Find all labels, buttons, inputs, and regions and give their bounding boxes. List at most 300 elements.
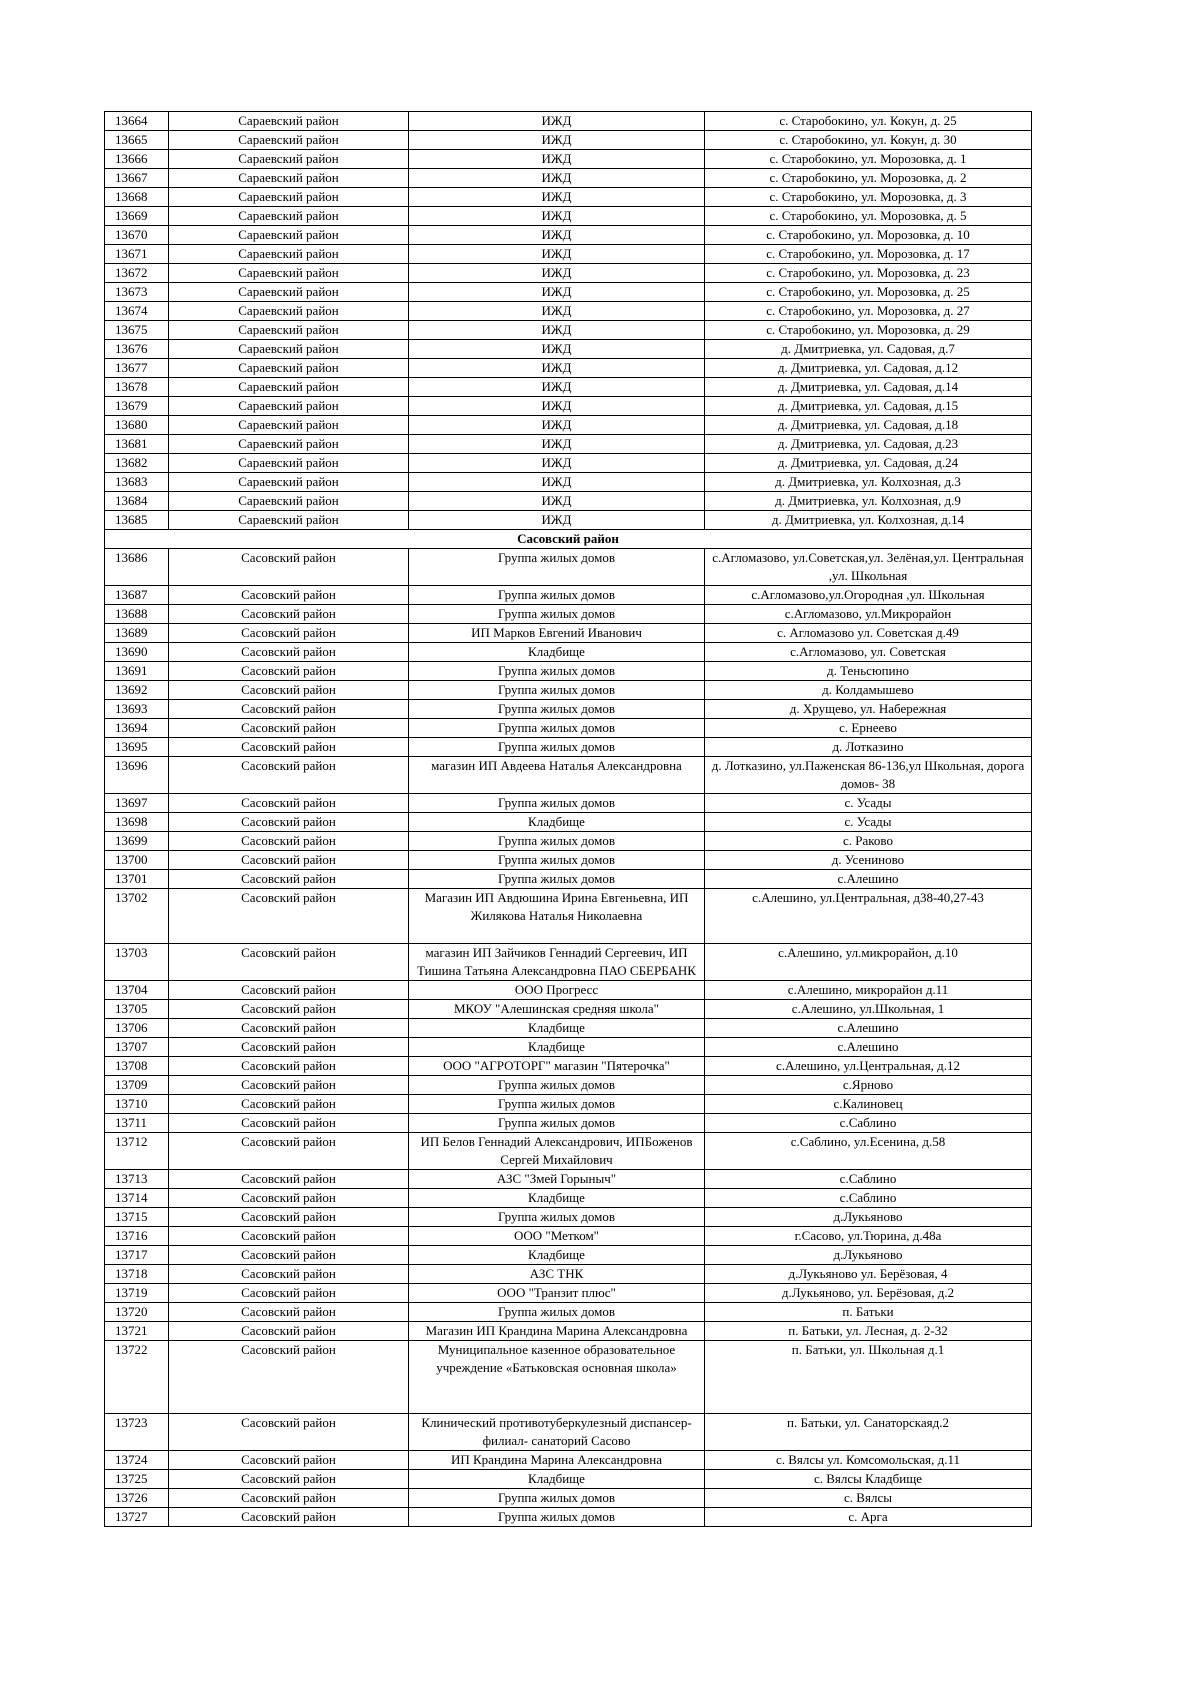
address-cell: с. Ернеево <box>705 719 1032 738</box>
table-row <box>105 397 1032 416</box>
object-cell: Группа жилых домов <box>409 719 705 738</box>
row-number-cell: 13684 <box>105 492 169 511</box>
row-number-cell: 13704 <box>105 981 169 1000</box>
row-number-cell: 13677 <box>105 359 169 378</box>
object-cell: ИЖД <box>409 473 705 492</box>
address-cell: д. Дмитриевка, ул. Колхозная, д.3 <box>705 473 1032 492</box>
district-cell: Сасовский район <box>169 757 409 794</box>
district-cell: Сасовский район <box>169 1246 409 1265</box>
table-row <box>105 1246 1032 1265</box>
object-cell: ИЖД <box>409 131 705 150</box>
row-number-cell: 13726 <box>105 1489 169 1508</box>
district-cell: Сасовский район <box>169 1489 409 1508</box>
table-row <box>105 1303 1032 1322</box>
object-cell: магазин ИП Зайчиков Геннадий Сергеевич, ИП Тишина Татьяна Александровна ПАО СБЕРБАНК <box>409 944 705 981</box>
address-cell: с.Агломазово,ул.Огородная ,ул. Школьная <box>705 586 1032 605</box>
row-number-cell: 13672 <box>105 264 169 283</box>
address-cell: с.Агломазово, ул.Советская,ул. Зелёная,ул. Центральная ,ул. Школьная <box>705 549 1032 586</box>
district-cell: Сасовский район <box>169 1341 409 1414</box>
address-cell: с.Агломазово, ул. Советская <box>705 643 1032 662</box>
address-cell: п. Батьки, ул. Санаторскаяд.2 <box>705 1414 1032 1451</box>
address-cell: с. Старобокино, ул. Морозовка, д. 2 <box>705 169 1032 188</box>
row-number-cell: 13694 <box>105 719 169 738</box>
object-cell: ИЖД <box>409 321 705 340</box>
row-number-cell: 13669 <box>105 207 169 226</box>
row-number-cell: 13681 <box>105 435 169 454</box>
district-cell: Сараевский район <box>169 397 409 416</box>
district-cell: Сараевский район <box>169 416 409 435</box>
district-cell: Сасовский район <box>169 870 409 889</box>
table-body <box>105 112 1032 1527</box>
table-row <box>105 302 1032 321</box>
table-row <box>105 1114 1032 1133</box>
address-cell: с.Калиновец <box>705 1095 1032 1114</box>
object-cell: Кладбище <box>409 1246 705 1265</box>
data-table <box>104 111 1032 1527</box>
object-cell: Группа жилых домов <box>409 586 705 605</box>
row-number-cell: 13679 <box>105 397 169 416</box>
table-row <box>105 416 1032 435</box>
district-cell: Сараевский район <box>169 473 409 492</box>
object-cell: Группа жилых домов <box>409 1114 705 1133</box>
table-row <box>105 1284 1032 1303</box>
row-number-cell: 13691 <box>105 662 169 681</box>
object-cell: Кладбище <box>409 643 705 662</box>
row-number-cell: 13668 <box>105 188 169 207</box>
table-row <box>105 719 1032 738</box>
section-header-row <box>105 530 1032 549</box>
row-number-cell: 13720 <box>105 1303 169 1322</box>
table-row <box>105 757 1032 794</box>
address-cell: с. Старобокино, ул. Кокун, д. 30 <box>705 131 1032 150</box>
object-cell: ИЖД <box>409 207 705 226</box>
row-number-cell: 13719 <box>105 1284 169 1303</box>
address-cell: д. Дмитриевка, ул. Садовая, д.18 <box>705 416 1032 435</box>
district-cell: Сараевский район <box>169 378 409 397</box>
table-row <box>105 321 1032 340</box>
object-cell: ИЖД <box>409 340 705 359</box>
address-cell: с. Старобокино, ул. Морозовка, д. 5 <box>705 207 1032 226</box>
row-number-cell: 13706 <box>105 1019 169 1038</box>
row-number-cell: 13717 <box>105 1246 169 1265</box>
district-cell: Сараевский район <box>169 264 409 283</box>
table-row <box>105 662 1032 681</box>
address-cell: с.Саблино <box>705 1170 1032 1189</box>
object-cell: Группа жилых домов <box>409 1303 705 1322</box>
table-row <box>105 1170 1032 1189</box>
table-row <box>105 700 1032 719</box>
row-number-cell: 13678 <box>105 378 169 397</box>
row-number-cell: 13687 <box>105 586 169 605</box>
address-cell: с. Старобокино, ул. Морозовка, д. 27 <box>705 302 1032 321</box>
address-cell: с.Алешино, ул.Школьная, 1 <box>705 1000 1032 1019</box>
row-number-cell: 13707 <box>105 1038 169 1057</box>
address-cell: с. Старобокино, ул. Кокун, д. 25 <box>705 112 1032 131</box>
table-row <box>105 1265 1032 1284</box>
address-cell: с. Старобокино, ул. Морозовка, д. 10 <box>705 226 1032 245</box>
row-number-cell: 13692 <box>105 681 169 700</box>
row-number-cell: 13705 <box>105 1000 169 1019</box>
row-number-cell: 13680 <box>105 416 169 435</box>
address-cell: с. Усады <box>705 813 1032 832</box>
object-cell: ИЖД <box>409 264 705 283</box>
row-number-cell: 13688 <box>105 605 169 624</box>
table-row <box>105 605 1032 624</box>
row-number-cell: 13714 <box>105 1189 169 1208</box>
table-row <box>105 1019 1032 1038</box>
row-number-cell: 13724 <box>105 1451 169 1470</box>
district-cell: Сасовский район <box>169 1019 409 1038</box>
district-cell: Сасовский район <box>169 1208 409 1227</box>
district-cell: Сасовский район <box>169 549 409 586</box>
address-cell: с.Алешино <box>705 1038 1032 1057</box>
object-cell: МКОУ "Алешинская средняя школа" <box>409 1000 705 1019</box>
row-number-cell: 13674 <box>105 302 169 321</box>
table-row <box>105 112 1032 131</box>
object-cell: Группа жилых домов <box>409 700 705 719</box>
object-cell: ИЖД <box>409 150 705 169</box>
district-cell: Сасовский район <box>169 681 409 700</box>
address-cell: с.Алешино <box>705 1019 1032 1038</box>
object-cell: ИП Крандина Марина Александровна <box>409 1451 705 1470</box>
row-number-cell: 13715 <box>105 1208 169 1227</box>
district-cell: Сасовский район <box>169 643 409 662</box>
district-cell: Сараевский район <box>169 188 409 207</box>
address-cell: д. Дмитриевка, ул. Садовая, д.15 <box>705 397 1032 416</box>
object-cell: Группа жилых домов <box>409 832 705 851</box>
row-number-cell: 13697 <box>105 794 169 813</box>
object-cell: Группа жилых домов <box>409 681 705 700</box>
district-cell: Сараевский район <box>169 131 409 150</box>
table-row <box>105 624 1032 643</box>
district-cell: Сасовский район <box>169 1284 409 1303</box>
table-row <box>105 1076 1032 1095</box>
row-number-cell: 13703 <box>105 944 169 981</box>
address-cell: с. Старобокино, ул. Морозовка, д. 23 <box>705 264 1032 283</box>
object-cell: ИЖД <box>409 454 705 473</box>
row-number-cell: 13693 <box>105 700 169 719</box>
table-row <box>105 944 1032 981</box>
district-cell: Сасовский район <box>169 1470 409 1489</box>
row-number-cell: 13721 <box>105 1322 169 1341</box>
table-row <box>105 435 1032 454</box>
object-cell: Кладбище <box>409 1189 705 1208</box>
table-row <box>105 150 1032 169</box>
district-cell: Сасовский район <box>169 1170 409 1189</box>
district-cell: Сасовский район <box>169 889 409 944</box>
address-cell: с. Усады <box>705 794 1032 813</box>
object-cell: ИЖД <box>409 302 705 321</box>
address-cell: д. Дмитриевка, ул. Садовая, д.12 <box>705 359 1032 378</box>
object-cell: Клинический противотуберкулезный диспансер- филиал- санаторий Сасово <box>409 1414 705 1451</box>
table-row <box>105 738 1032 757</box>
address-cell: д.Лукьяново, ул. Берёзовая, д.2 <box>705 1284 1032 1303</box>
district-cell: Сараевский район <box>169 207 409 226</box>
row-number-cell: 13725 <box>105 1470 169 1489</box>
table-row <box>105 813 1032 832</box>
section-title: Сасовский район <box>105 530 1032 549</box>
district-cell: Сасовский район <box>169 1265 409 1284</box>
address-cell: с.Алешино, микрорайон д.11 <box>705 981 1032 1000</box>
row-number-cell: 13673 <box>105 283 169 302</box>
table-row <box>105 1470 1032 1489</box>
row-number-cell: 13682 <box>105 454 169 473</box>
object-cell: ИЖД <box>409 112 705 131</box>
object-cell: магазин ИП Авдеева Наталья Александровна <box>409 757 705 794</box>
table-row <box>105 131 1032 150</box>
row-number-cell: 13696 <box>105 757 169 794</box>
object-cell: ИЖД <box>409 169 705 188</box>
object-cell: ИЖД <box>409 378 705 397</box>
table-row <box>105 981 1032 1000</box>
district-cell: Сасовский район <box>169 1000 409 1019</box>
table-row <box>105 188 1032 207</box>
address-cell: д. Усениново <box>705 851 1032 870</box>
address-cell: с. Вялсы ул. Комсомольская, д.11 <box>705 1451 1032 1470</box>
address-cell: с. Старобокино, ул. Морозовка, д. 1 <box>705 150 1032 169</box>
district-cell: Сасовский район <box>169 586 409 605</box>
address-cell: п. Батьки, ул. Школьная д.1 <box>705 1341 1032 1414</box>
district-cell: Сараевский район <box>169 150 409 169</box>
row-number-cell: 13667 <box>105 169 169 188</box>
district-cell: Сасовский район <box>169 851 409 870</box>
address-cell: д. Дмитриевка, ул. Садовая, д.24 <box>705 454 1032 473</box>
object-cell: Группа жилых домов <box>409 662 705 681</box>
table-row <box>105 851 1032 870</box>
district-cell: Сасовский район <box>169 1322 409 1341</box>
district-cell: Сасовский район <box>169 624 409 643</box>
row-number-cell: 13709 <box>105 1076 169 1095</box>
object-cell: Магазин ИП Авдюшина Ирина Евгеньевна, ИП Жилякова Наталья Николаевна <box>409 889 705 944</box>
object-cell: ИЖД <box>409 188 705 207</box>
table-row <box>105 870 1032 889</box>
table-row <box>105 889 1032 944</box>
row-number-cell: 13671 <box>105 245 169 264</box>
object-cell: Муниципальное казенное образовательное учреждение «Батьковская основная школа» <box>409 1341 705 1414</box>
row-number-cell: 13690 <box>105 643 169 662</box>
address-cell: с.Агломазово, ул.Микрорайон <box>705 605 1032 624</box>
object-cell: Магазин ИП Крандина Марина Александровна <box>409 1322 705 1341</box>
object-cell: ИЖД <box>409 435 705 454</box>
table-row <box>105 454 1032 473</box>
row-number-cell: 13701 <box>105 870 169 889</box>
district-cell: Сасовский район <box>169 1189 409 1208</box>
table-row <box>105 359 1032 378</box>
table-row <box>105 1000 1032 1019</box>
row-number-cell: 13676 <box>105 340 169 359</box>
address-cell: д. Дмитриевка, ул. Садовая, д.14 <box>705 378 1032 397</box>
address-cell: с. Вялсы <box>705 1489 1032 1508</box>
table-row <box>105 1095 1032 1114</box>
object-cell: ИЖД <box>409 359 705 378</box>
district-cell: Сасовский район <box>169 981 409 1000</box>
table-row <box>105 1322 1032 1341</box>
address-cell: д. Дмитриевка, ул. Колхозная, д.14 <box>705 511 1032 530</box>
table-row <box>105 549 1032 586</box>
district-cell: Сасовский район <box>169 944 409 981</box>
row-number-cell: 13698 <box>105 813 169 832</box>
row-number-cell: 13722 <box>105 1341 169 1414</box>
district-cell: Сараевский район <box>169 302 409 321</box>
object-cell: ИП Белов Геннадий Александрович, ИПБоженов Сергей Михайлович <box>409 1133 705 1170</box>
address-cell: д. Дмитриевка, ул. Садовая, д.7 <box>705 340 1032 359</box>
row-number-cell: 13665 <box>105 131 169 150</box>
object-cell: Группа жилых домов <box>409 794 705 813</box>
address-cell: д. Хрущево, ул. Набережная <box>705 700 1032 719</box>
table-row <box>105 264 1032 283</box>
district-cell: Сасовский район <box>169 1414 409 1451</box>
row-number-cell: 13686 <box>105 549 169 586</box>
table-row <box>105 245 1032 264</box>
address-cell: с.Алешино, ул.Центральная, д38-40,27-43 <box>705 889 1032 944</box>
object-cell: ИЖД <box>409 245 705 264</box>
district-cell: Сасовский район <box>169 794 409 813</box>
address-cell: с. Старобокино, ул. Морозовка, д. 25 <box>705 283 1032 302</box>
row-number-cell: 13670 <box>105 226 169 245</box>
district-cell: Сасовский район <box>169 738 409 757</box>
table-row <box>105 1508 1032 1527</box>
table-row <box>105 378 1032 397</box>
district-cell: Сараевский район <box>169 112 409 131</box>
district-cell: Сасовский район <box>169 832 409 851</box>
address-cell: д. Теньсюпино <box>705 662 1032 681</box>
object-cell: Группа жилых домов <box>409 605 705 624</box>
table-row <box>105 832 1032 851</box>
object-cell: ИЖД <box>409 226 705 245</box>
district-cell: Сасовский район <box>169 1095 409 1114</box>
row-number-cell: 13716 <box>105 1227 169 1246</box>
district-cell: Сараевский район <box>169 454 409 473</box>
object-cell: Группа жилых домов <box>409 738 705 757</box>
object-cell: АЗС "Змей Горыныч" <box>409 1170 705 1189</box>
row-number-cell: 13666 <box>105 150 169 169</box>
row-number-cell: 13700 <box>105 851 169 870</box>
address-cell: с.Алешино <box>705 870 1032 889</box>
district-cell: Сараевский район <box>169 321 409 340</box>
table-row <box>105 1057 1032 1076</box>
table-row <box>105 1489 1032 1508</box>
row-number-cell: 13723 <box>105 1414 169 1451</box>
object-cell: ИП Марков Евгений Иванович <box>409 624 705 643</box>
table-row <box>105 226 1032 245</box>
row-number-cell: 13727 <box>105 1508 169 1527</box>
table-row <box>105 1451 1032 1470</box>
row-number-cell: 13710 <box>105 1095 169 1114</box>
object-cell: Группа жилых домов <box>409 870 705 889</box>
row-number-cell: 13702 <box>105 889 169 944</box>
address-cell: д.Лукьяново <box>705 1208 1032 1227</box>
address-cell: с. Старобокино, ул. Морозовка, д. 17 <box>705 245 1032 264</box>
district-cell: Сараевский район <box>169 511 409 530</box>
table-row <box>105 1227 1032 1246</box>
table-row <box>105 169 1032 188</box>
district-cell: Сараевский район <box>169 226 409 245</box>
table-row <box>105 1038 1032 1057</box>
table-row <box>105 1133 1032 1170</box>
object-cell: Кладбище <box>409 813 705 832</box>
district-cell: Сасовский район <box>169 813 409 832</box>
district-cell: Сасовский район <box>169 700 409 719</box>
object-cell: ИЖД <box>409 492 705 511</box>
district-cell: Сасовский район <box>169 662 409 681</box>
address-cell: д. Лотказино <box>705 738 1032 757</box>
district-cell: Сасовский район <box>169 605 409 624</box>
object-cell: ИЖД <box>409 416 705 435</box>
district-cell: Сасовский район <box>169 1038 409 1057</box>
district-cell: Сасовский район <box>169 1133 409 1170</box>
table-row <box>105 1414 1032 1451</box>
district-cell: Сараевский район <box>169 340 409 359</box>
object-cell: Группа жилых домов <box>409 1508 705 1527</box>
object-cell: ООО Прогресс <box>409 981 705 1000</box>
table-row <box>105 643 1032 662</box>
row-number-cell: 13718 <box>105 1265 169 1284</box>
object-cell: Группа жилых домов <box>409 1095 705 1114</box>
object-cell: ООО "Метком" <box>409 1227 705 1246</box>
district-cell: Сасовский район <box>169 1057 409 1076</box>
object-cell: Группа жилых домов <box>409 1208 705 1227</box>
address-cell: д.Лукьяново <box>705 1246 1032 1265</box>
address-cell: с. Вялсы Кладбище <box>705 1470 1032 1489</box>
address-cell: д.Лукьяново ул. Берёзовая, 4 <box>705 1265 1032 1284</box>
table-row <box>105 340 1032 359</box>
address-cell: с.Саблино <box>705 1189 1032 1208</box>
address-cell: п. Батьки <box>705 1303 1032 1322</box>
table-row <box>105 1208 1032 1227</box>
district-cell: Сараевский район <box>169 359 409 378</box>
district-cell: Сараевский район <box>169 169 409 188</box>
row-number-cell: 13699 <box>105 832 169 851</box>
address-cell: с. Старобокино, ул. Морозовка, д. 29 <box>705 321 1032 340</box>
district-cell: Сасовский район <box>169 1303 409 1322</box>
object-cell: ИЖД <box>409 511 705 530</box>
object-cell: Группа жилых домов <box>409 851 705 870</box>
district-cell: Сараевский район <box>169 245 409 264</box>
object-cell: Кладбище <box>409 1470 705 1489</box>
address-cell: с. Арга <box>705 1508 1032 1527</box>
table-row <box>105 473 1032 492</box>
object-cell: ИЖД <box>409 397 705 416</box>
address-cell: с.Саблино <box>705 1114 1032 1133</box>
district-cell: Сараевский район <box>169 283 409 302</box>
district-cell: Сасовский район <box>169 1076 409 1095</box>
row-number-cell: 13711 <box>105 1114 169 1133</box>
row-number-cell: 13683 <box>105 473 169 492</box>
table-row <box>105 492 1032 511</box>
row-number-cell: 13712 <box>105 1133 169 1170</box>
district-cell: Сасовский район <box>169 1451 409 1470</box>
table-row <box>105 794 1032 813</box>
table-row <box>105 207 1032 226</box>
object-cell: АЗС ТНК <box>409 1265 705 1284</box>
address-cell: с.Алешино, ул.Центральная, д.12 <box>705 1057 1032 1076</box>
address-cell: с. Старобокино, ул. Морозовка, д. 3 <box>705 188 1032 207</box>
address-cell: д. Лотказино, ул.Паженская 86-136,ул Школьная, дорога домов- 38 <box>705 757 1032 794</box>
table-row <box>105 283 1032 302</box>
object-cell: ООО "АГРОТОРГ" магазин "Пятерочка" <box>409 1057 705 1076</box>
object-cell: ИЖД <box>409 283 705 302</box>
object-cell: Группа жилых домов <box>409 549 705 586</box>
row-number-cell: 13685 <box>105 511 169 530</box>
row-number-cell: 13708 <box>105 1057 169 1076</box>
table-row <box>105 681 1032 700</box>
address-cell: д. Колдамышево <box>705 681 1032 700</box>
address-cell: п. Батьки, ул. Лесная, д. 2-32 <box>705 1322 1032 1341</box>
district-cell: Сасовский район <box>169 719 409 738</box>
address-cell: г.Сасово, ул.Тюрина, д.48а <box>705 1227 1032 1246</box>
address-cell: с.Ярново <box>705 1076 1032 1095</box>
district-cell: Сараевский район <box>169 492 409 511</box>
